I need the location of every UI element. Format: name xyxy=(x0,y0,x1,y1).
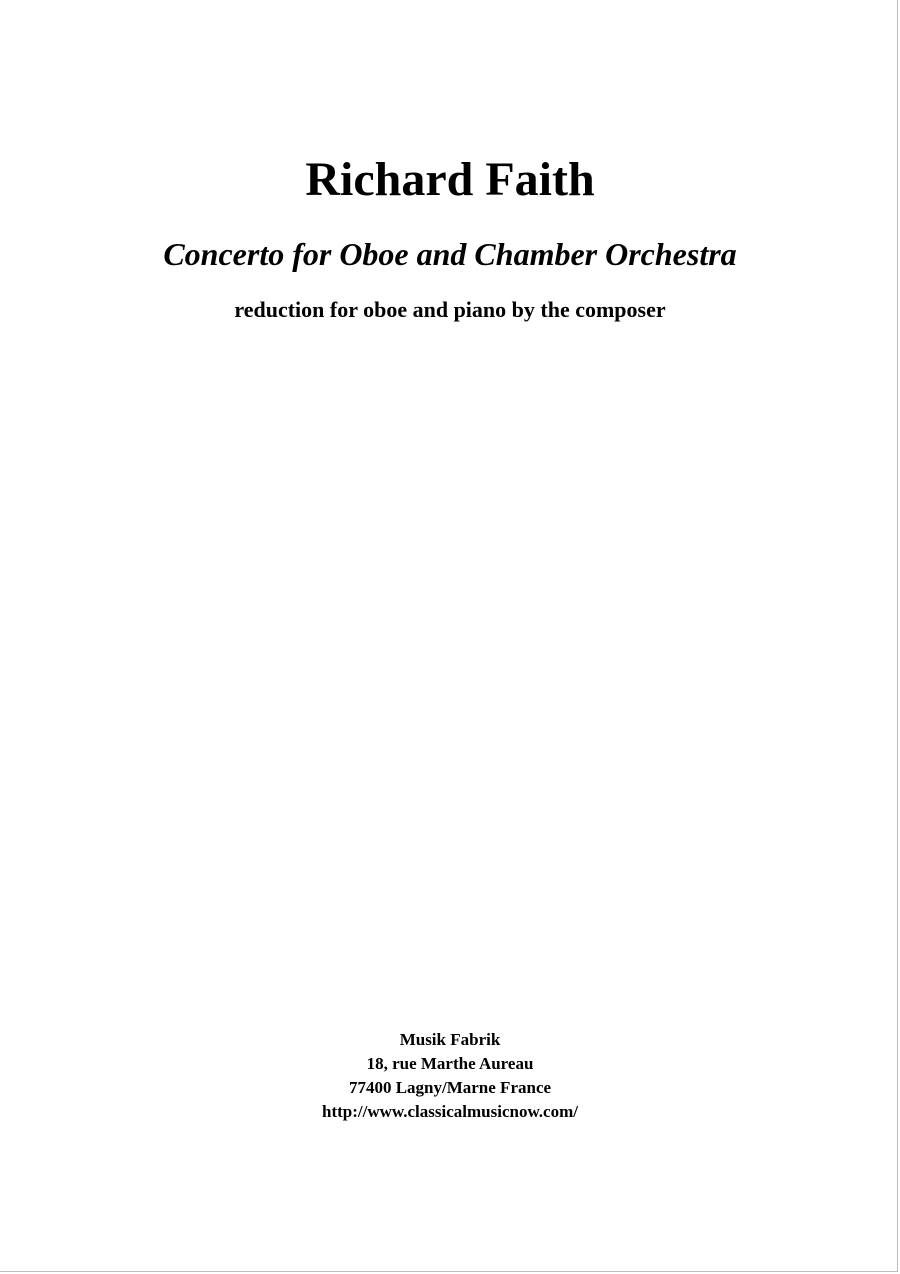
publisher-street: 18, rue Marthe Aureau xyxy=(366,1054,534,1073)
publisher-city: 77400 Lagny/Marne France xyxy=(348,1078,552,1097)
publisher-name: Musik Fabrik xyxy=(399,1030,501,1049)
arrangement-subtitle: reduction for oboe and piano by the composer xyxy=(234,297,666,322)
publisher-url: http://www.classicalmusicnow.com/ xyxy=(322,1102,578,1121)
work-title: Concerto for Oboe and Chamber Orchestra xyxy=(163,236,737,272)
composer-name: Richard Faith xyxy=(305,153,595,206)
publisher-block xyxy=(0,1028,900,1124)
